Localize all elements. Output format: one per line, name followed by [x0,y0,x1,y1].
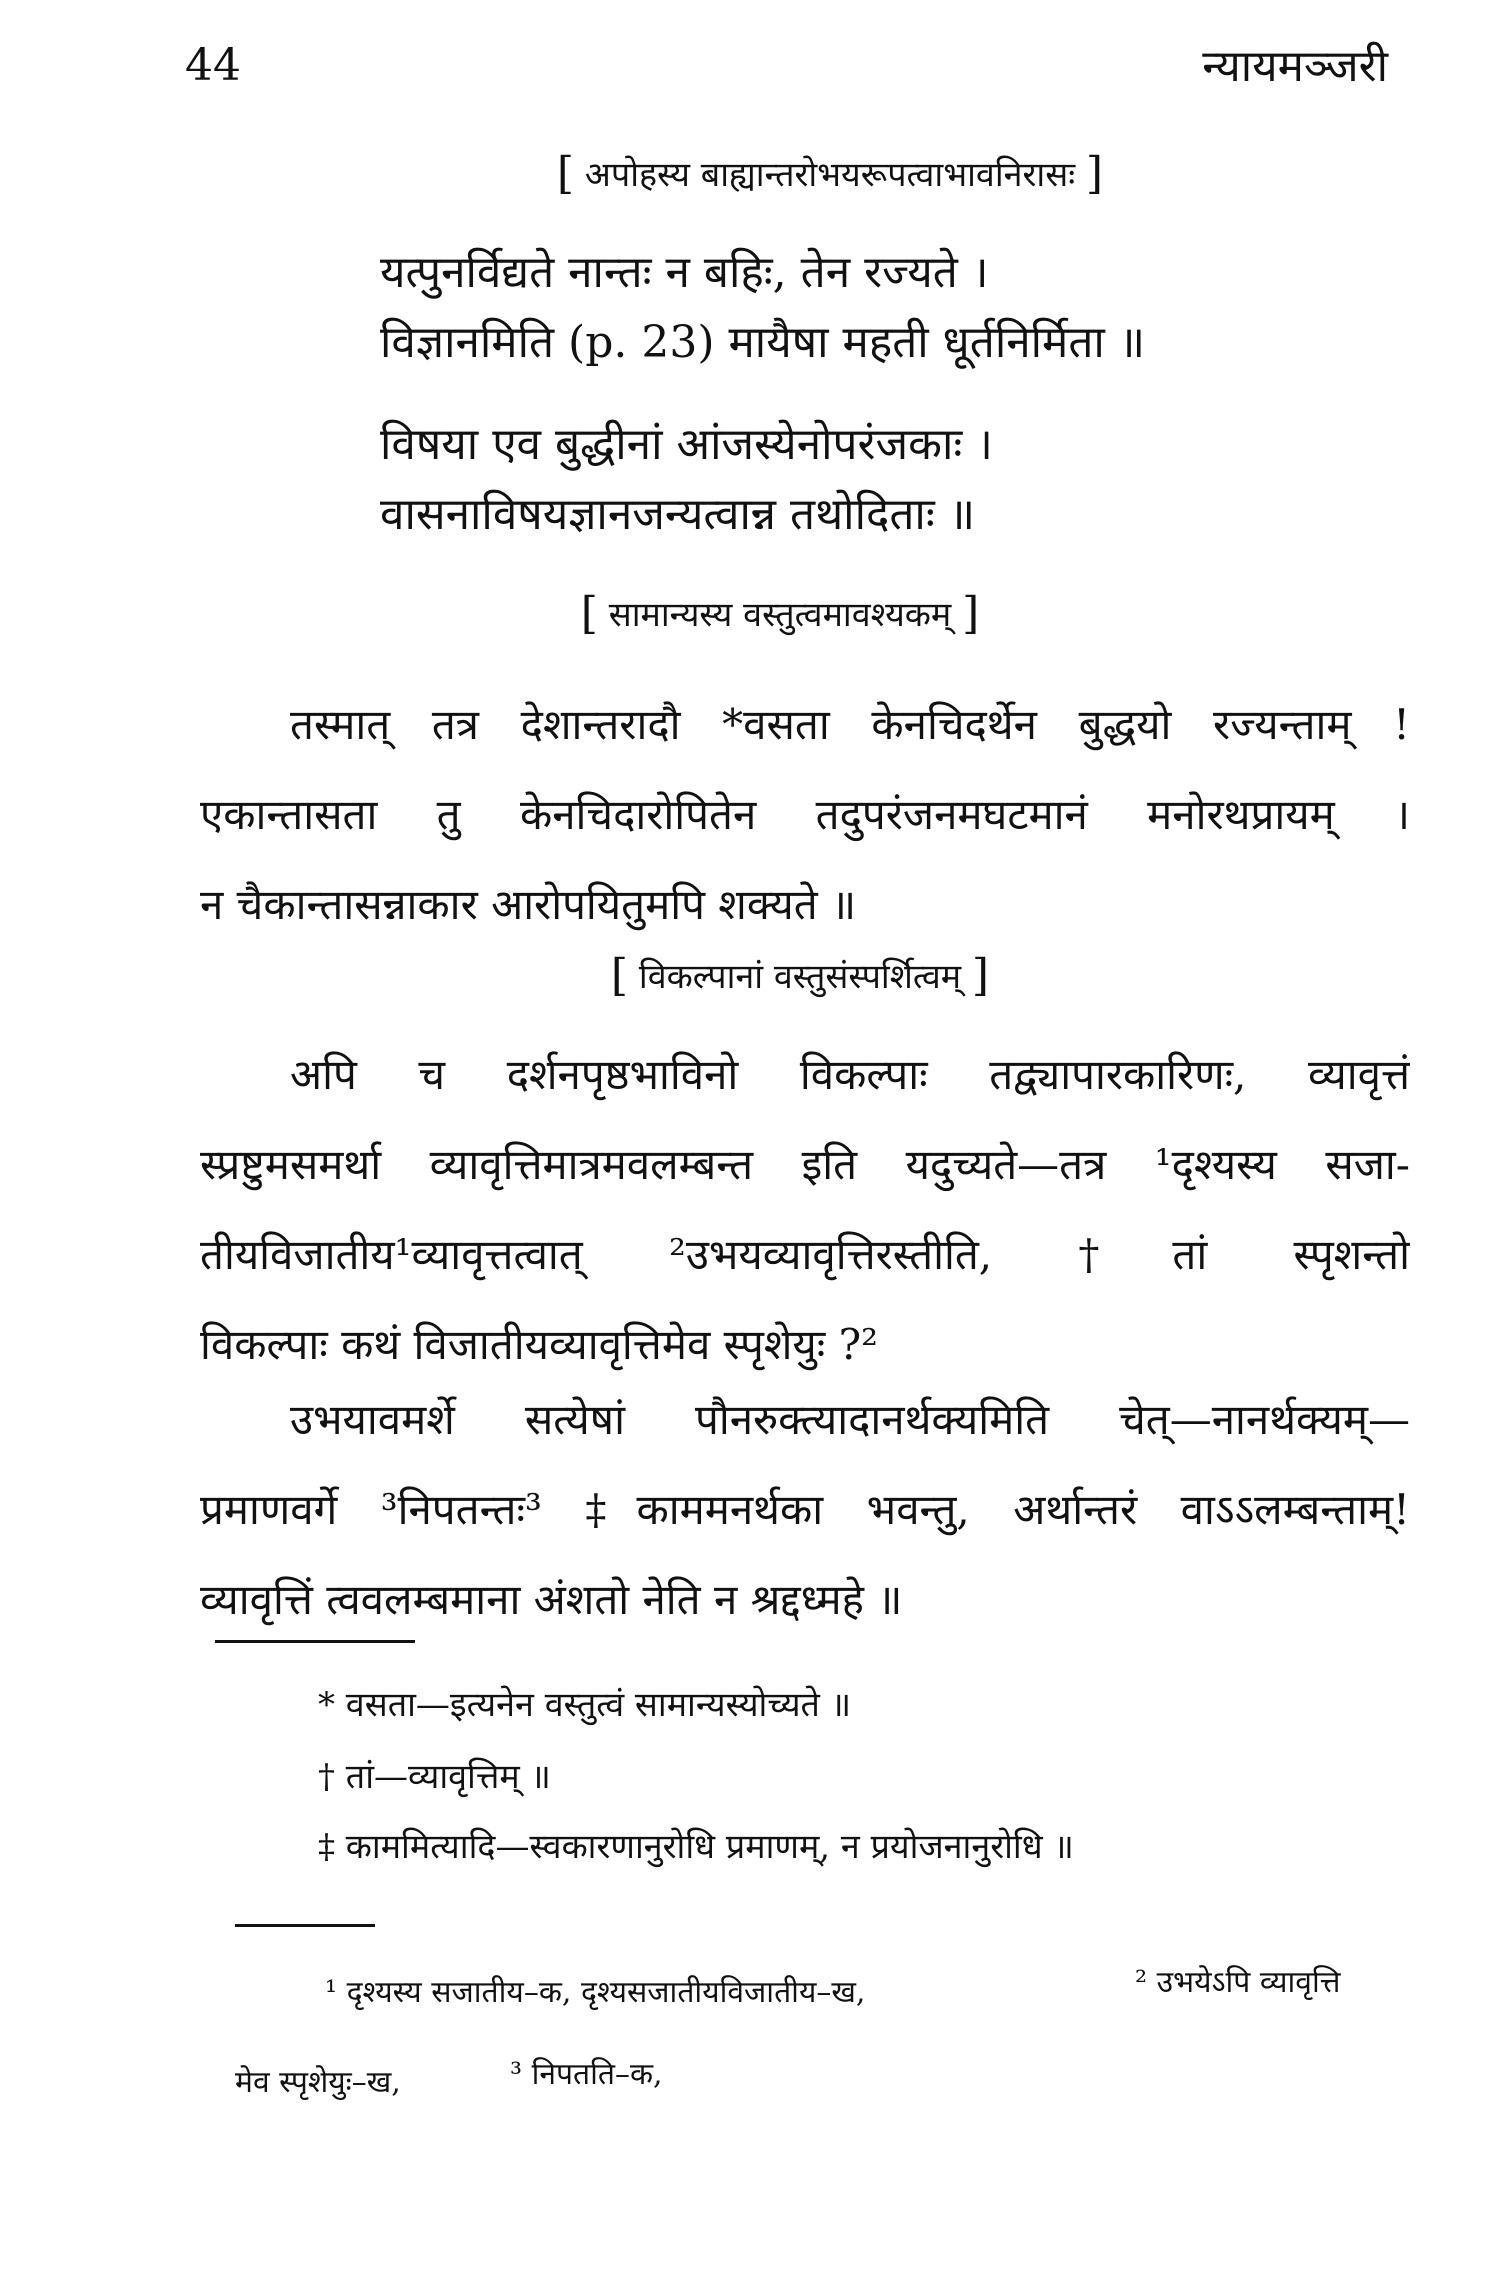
close-bracket: ] [962,588,980,639]
section-heading [480,588,1080,639]
variant-note: मेव स्पृशेयुः–ख, [235,2065,401,2100]
open-bracket: [ [556,148,575,199]
verse-line: विषया एव बुद्धीनां आंजस्येनोपरंजकाः । [380,419,993,470]
paragraph-line: प्रमाणवर्गे ³निपतन्तः³ ‡काममनर्थका भवन्तु, अर्थान्तरं वाऽऽलम्बन्ताम्! [200,1485,1410,1534]
verse-line: यत्पुनर्विद्यते नान्तः न बहिः, तेन रज्यते । [380,247,989,298]
page-number: 44 [185,40,241,91]
footnote: † तां—व्यावृत्तिम् ॥ [318,1757,551,1797]
close-bracket: ] [1085,148,1104,199]
paragraph-line: तस्मात् तत्र देशान्तरादौ *वसता केनचिदर्थेन बुद्धयो रज्यन्ताम् ! [290,700,1410,749]
variant-note: ³ निपतति–क, [510,2057,663,2092]
section-heading-text: अपोहस्य बाह्यान्तरोभयरूपत्वाभावनिरासः [584,155,1076,195]
paragraph [200,680,1410,950]
footnote: ‡ काममित्यादि—स्वकारणानुरोधि प्रमाणम्, न प्रयोजनानुरोधि ॥ [318,1827,1074,1867]
verse-line: वासनाविषयज्ञानजन्यत्वान्न तथोदिताः ॥ [380,489,976,540]
variant-notes-divider [235,1924,375,1927]
variant-note: ² उभयेऽपि व्यावृत्ति [1135,1965,1341,2000]
paragraph-line: न चैकान्तासन्नाकार आरोपयितुमपि शक्यते ॥ [200,880,857,929]
open-bracket: [ [580,588,598,639]
paragraph [200,1030,1410,1390]
section-heading-text: सामान्यस्य वस्तुत्वमावश्यकम् [608,595,952,635]
footnote: * वसता—इत्यनेन वस्तुत्वं सामान्यस्योच्यते ॥ [318,1685,852,1725]
paragraph [200,1375,1410,1645]
close-bracket: ] [971,950,990,1001]
section-heading-text: विकल्पानां वस्तुसंस्पर्शित्वम् [638,957,962,997]
paragraph-line: विकल्पाः कथं विजातीयव्यावृत्तिमेव स्पृशेयुः ?² [200,1320,878,1369]
paragraph-line: एकान्तासता तु केनचिदारोपितेन तदुपरंजनमघटमानं मनोरथप्रायम् । [200,790,1410,839]
footnote-divider [215,1640,415,1643]
paragraph-line: स्प्रष्टुमसमर्था व्यावृत्तिमात्रमवलम्बन्त इति यदुच्यते—तत्र ¹दृश्यस्य सजा- [200,1140,1410,1189]
open-bracket: [ [610,950,629,1001]
section-heading [420,148,1240,199]
running-head: न्यायमञ्जरी [1202,41,1388,92]
paragraph-line: उभयावमर्शे सत्येषां पौनरुक्त्यादानर्थक्यमिति चेत्—नानर्थक्यम्— [290,1395,1410,1444]
paragraph-line: तीयविजातीय¹व्यावृत्तत्वात् ²उभयव्यावृत्तिरस्तीति, †तां स्पृशन्तो [200,1230,1410,1279]
variant-note: ¹ दृश्यस्य सजातीय–क, दृश्यसजातीयविजातीय–ख, [325,1975,866,2010]
verse-line: विज्ञानमिति (p. 23) मायैषा महती धूर्तनिर्मिता ॥ [380,317,1146,368]
paragraph-line: व्यावृत्तिं त्ववलम्बमाना अंशतो नेति न श्रद्दध्महे ॥ [200,1575,903,1624]
paragraph-line: अपि च दर्शनपृष्ठभाविनो विकल्पाः तद्व्यापारकारिणः, व्यावृत्तं [290,1050,1410,1099]
section-heading [520,950,1080,1001]
